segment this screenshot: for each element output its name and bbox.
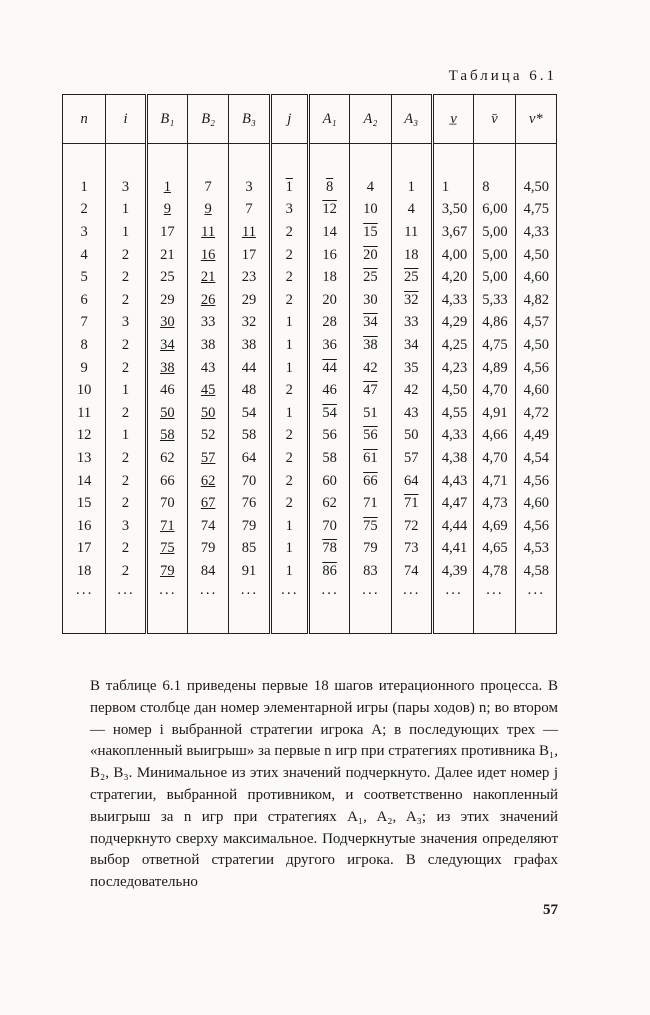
column-header: B₃	[229, 95, 270, 144]
table-cell: 7	[63, 312, 106, 335]
table-header-row	[63, 95, 557, 144]
table-cell: 2	[106, 402, 146, 425]
table-cell: 2	[106, 334, 146, 357]
page-number: 57	[543, 902, 558, 918]
table-cell: 1	[270, 538, 308, 561]
table-row	[63, 402, 557, 425]
table-cell: 4,23	[432, 357, 473, 380]
table-cell: 38	[350, 334, 391, 357]
table-cell: 30	[146, 312, 187, 335]
column-header: v̲	[432, 95, 473, 144]
table-cell: 36	[308, 334, 349, 357]
table-cell: 12	[63, 425, 106, 448]
table-cell: 3	[106, 312, 146, 335]
table-cell: 1	[270, 560, 308, 583]
table-cell: 21	[187, 266, 228, 289]
table-cell: 20	[308, 289, 349, 312]
table-cell: 38	[187, 334, 228, 357]
column-header: A₂	[350, 95, 391, 144]
table-cell: 4,33	[432, 425, 473, 448]
table-cell: 50	[146, 402, 187, 425]
table-cell: 29	[146, 289, 187, 312]
table-cell: 3,50	[432, 199, 473, 222]
table-cell: 1	[270, 312, 308, 335]
table-cell: 16	[308, 244, 349, 267]
table-cell: 4,89	[474, 357, 515, 380]
table-cell: 3	[106, 515, 146, 538]
table-cell: 10	[63, 379, 106, 402]
column-header: v̄	[474, 95, 515, 144]
table-row	[63, 312, 557, 335]
table-cell: 2	[106, 289, 146, 312]
table-cell: 3	[63, 221, 106, 244]
table-cell: 57	[391, 447, 432, 470]
table-row	[63, 334, 557, 357]
table-row	[63, 221, 557, 244]
table-cell: 9	[63, 357, 106, 380]
table-cell: 8	[474, 176, 515, 199]
column-header: B₁	[146, 95, 187, 144]
table-cell: 26	[187, 289, 228, 312]
table-cell: 1	[270, 357, 308, 380]
table-cell: 54	[308, 402, 349, 425]
table-cell: 38	[229, 334, 270, 357]
table-cell: 4,70	[474, 379, 515, 402]
table-cell: 21	[146, 244, 187, 267]
ellipsis-cell: ···	[146, 583, 187, 607]
table-cell: 4,69	[474, 515, 515, 538]
table-gap-row	[63, 144, 557, 177]
table-cell: 58	[308, 447, 349, 470]
table-cell: 84	[187, 560, 228, 583]
table-cell: 2	[106, 447, 146, 470]
table-cell: 4,38	[432, 447, 473, 470]
table-row	[63, 492, 557, 515]
ellipsis-cell: ···	[308, 583, 349, 607]
table-cell: 74	[391, 560, 432, 583]
table-cell: 4,91	[474, 402, 515, 425]
table-cell: 18	[391, 244, 432, 267]
table-cell: 4,49	[515, 425, 556, 448]
table-cell: 76	[229, 492, 270, 515]
table-cell: 70	[229, 470, 270, 493]
table-cell: 9	[146, 199, 187, 222]
ellipsis-cell: ···	[63, 583, 106, 607]
table-cell: 4,60	[515, 492, 556, 515]
table-cell: 45	[187, 379, 228, 402]
table-cell: 5,00	[474, 221, 515, 244]
table-cell: 18	[63, 560, 106, 583]
table-cell: 6,00	[474, 199, 515, 222]
table-cell: 4,60	[515, 266, 556, 289]
table-cell: 2	[106, 470, 146, 493]
ellipsis-cell: ···	[391, 583, 432, 607]
table-cell: 4,56	[515, 357, 556, 380]
table-cell: 48	[229, 379, 270, 402]
column-header: v*	[515, 95, 556, 144]
table-cell: 44	[229, 357, 270, 380]
table-cell: 83	[350, 560, 391, 583]
table-cell: 4,82	[515, 289, 556, 312]
paragraph-text: В таблице 6.1 приведены первые 18 шагов итерационного процесса. В первом столбце дан номер элементарной игры (пары ходов) n; во втором — номер i выбранной стратегии игрока A; в последующих трех — «накопленный выигрыш» за первые n игр при стратегиях противника B₁, B₂, B₃. Минимальное из этих значений подчеркнуто. Далее идет номер j стратегии, выбранной противником, и соответственно накопленный выигрыш за n игр при стратегиях A₁, A₂, A₃; из этих значений подчеркнуто сверху максимальное. Подчеркнутые значения определяют выбор ответной стратегии другого игрока. В следующих графах последовательно	[90, 678, 558, 891]
table-cell: 50	[187, 402, 228, 425]
table-cell: 44	[308, 357, 349, 380]
table-row	[63, 425, 557, 448]
table-cell: 71	[350, 492, 391, 515]
table-cell: 50	[391, 425, 432, 448]
table-cell: 16	[63, 515, 106, 538]
table-cell: 73	[391, 538, 432, 561]
table-row	[63, 244, 557, 267]
table-cell: 74	[187, 515, 228, 538]
table-cell: 2	[106, 538, 146, 561]
table-cell: 56	[350, 425, 391, 448]
table-cell: 43	[391, 402, 432, 425]
table-cell: 2	[106, 492, 146, 515]
table-cell: 32	[229, 312, 270, 335]
table-cell: 1	[270, 334, 308, 357]
table-cell: 42	[350, 357, 391, 380]
table-cell: 4,86	[474, 312, 515, 335]
table-cell: 2	[63, 199, 106, 222]
table-cell: 58	[229, 425, 270, 448]
table-cell: 75	[350, 515, 391, 538]
table-cell: 18	[308, 266, 349, 289]
table-cell: 33	[391, 312, 432, 335]
table-cell: 1	[106, 221, 146, 244]
table-cell: 61	[350, 447, 391, 470]
table-cell: 3,67	[432, 221, 473, 244]
table-cell: 4,33	[515, 221, 556, 244]
table-cell: 79	[187, 538, 228, 561]
iteration-table	[62, 94, 557, 634]
table-cell: 86	[308, 560, 349, 583]
table-cell: 79	[350, 538, 391, 561]
table-cell: 14	[63, 470, 106, 493]
table-cell: 4,54	[515, 447, 556, 470]
table-cell: 4,57	[515, 312, 556, 335]
ellipsis-cell: ···	[515, 583, 556, 607]
table-cell: 1	[432, 176, 473, 199]
table-cell: 2	[270, 221, 308, 244]
table-cell: 35	[391, 357, 432, 380]
table-cell: 4,78	[474, 560, 515, 583]
table-caption: Таблица 6.1	[448, 68, 557, 84]
ellipsis-cell: ···	[270, 583, 308, 607]
table-cell: 4,50	[515, 334, 556, 357]
table-cell: 2	[106, 560, 146, 583]
table-cell: 64	[229, 447, 270, 470]
table-cell: 62	[146, 447, 187, 470]
table-cell: 46	[146, 379, 187, 402]
table-cell: 1	[106, 379, 146, 402]
table-cell: 1	[391, 176, 432, 199]
table-cell: 9	[187, 199, 228, 222]
table-row	[63, 470, 557, 493]
table-cell: 2	[270, 289, 308, 312]
table-cell: 5,00	[474, 266, 515, 289]
table-cell: 4,56	[515, 515, 556, 538]
table-cell: 34	[350, 312, 391, 335]
table-cell: 23	[229, 266, 270, 289]
table-cell: 72	[391, 515, 432, 538]
column-header: B₂	[187, 95, 228, 144]
table-cell: 4,66	[474, 425, 515, 448]
table-cell: 4,20	[432, 266, 473, 289]
table-cell: 47	[350, 379, 391, 402]
table-cell: 4,55	[432, 402, 473, 425]
table-cell: 4	[391, 199, 432, 222]
table-cell: 79	[146, 560, 187, 583]
table-cell: 2	[106, 357, 146, 380]
table-cell: 4,70	[474, 447, 515, 470]
table-cell: 1	[146, 176, 187, 199]
column-header: j	[270, 95, 308, 144]
column-header: n	[63, 95, 106, 144]
table-cell: 66	[146, 470, 187, 493]
table-cell: 7	[229, 199, 270, 222]
table-cell: 5	[63, 266, 106, 289]
table-cell: 11	[391, 221, 432, 244]
table-cell: 4,44	[432, 515, 473, 538]
table-cell: 1	[270, 176, 308, 199]
table-cell: 66	[350, 470, 391, 493]
table-cell: 8	[308, 176, 349, 199]
table-cell: 4	[63, 244, 106, 267]
table-cell: 20	[350, 244, 391, 267]
table-cell: 34	[146, 334, 187, 357]
table-cell: 11	[187, 221, 228, 244]
table-cell: 25	[146, 266, 187, 289]
table-row	[63, 447, 557, 470]
table-cell: 17	[63, 538, 106, 561]
table-cell: 15	[350, 221, 391, 244]
table-cell: 43	[187, 357, 228, 380]
table-cell: 1	[106, 425, 146, 448]
table-cell: 17	[229, 244, 270, 267]
table-cell: 64	[391, 470, 432, 493]
table-cell: 4	[350, 176, 391, 199]
table-cell: 70	[146, 492, 187, 515]
table-cell: 2	[270, 470, 308, 493]
table-cell: 38	[146, 357, 187, 380]
table-cell: 62	[187, 470, 228, 493]
table-cell: 4,56	[515, 470, 556, 493]
table-cell: 6	[63, 289, 106, 312]
table-cell: 32	[391, 289, 432, 312]
table-cell: 42	[391, 379, 432, 402]
table-cell: 4,60	[515, 379, 556, 402]
table-cell: 4,53	[515, 538, 556, 561]
table-cell: 4,75	[515, 199, 556, 222]
body-paragraph	[90, 676, 558, 894]
table-row	[63, 176, 557, 199]
table-cell: 54	[229, 402, 270, 425]
table-cell: 2	[270, 447, 308, 470]
table-cell: 1	[270, 515, 308, 538]
table-cell: 4,75	[474, 334, 515, 357]
table-cell: 10	[350, 199, 391, 222]
table-cell: 4,43	[432, 470, 473, 493]
table-cell: 3	[270, 199, 308, 222]
table-cell: 70	[308, 515, 349, 538]
table-cell: 2	[270, 379, 308, 402]
table-cell: 79	[229, 515, 270, 538]
column-header: i	[106, 95, 146, 144]
table-cell: 11	[63, 402, 106, 425]
table-cell: 4,73	[474, 492, 515, 515]
table-cell: 12	[308, 199, 349, 222]
ellipsis-cell: ···	[432, 583, 473, 607]
table-cell: 5,33	[474, 289, 515, 312]
table-cell: 2	[106, 244, 146, 267]
table-cell: 4,65	[474, 538, 515, 561]
table-row	[63, 538, 557, 561]
table-row	[63, 515, 557, 538]
table-cell: 71	[146, 515, 187, 538]
table-cell: 85	[229, 538, 270, 561]
table-cell: 3	[229, 176, 270, 199]
table-cell: 28	[308, 312, 349, 335]
table-cell: 4,39	[432, 560, 473, 583]
table-cell: 8	[63, 334, 106, 357]
table-cell: 4,41	[432, 538, 473, 561]
table-cell: 2	[270, 425, 308, 448]
column-header: A₁	[308, 95, 349, 144]
table-cell: 4,25	[432, 334, 473, 357]
table-cell: 7	[187, 176, 228, 199]
table-cell: 30	[350, 289, 391, 312]
table-cell: 25	[391, 266, 432, 289]
ellipsis-cell: ···	[474, 583, 515, 607]
table-cell: 71	[391, 492, 432, 515]
table-cell: 33	[187, 312, 228, 335]
table-cell: 46	[308, 379, 349, 402]
table-cell: 52	[187, 425, 228, 448]
table-cell: 13	[63, 447, 106, 470]
table-cell: 4,50	[432, 379, 473, 402]
table-cell: 91	[229, 560, 270, 583]
table-cell: 34	[391, 334, 432, 357]
table-cell: 4,47	[432, 492, 473, 515]
table-cell: 4,50	[515, 244, 556, 267]
table-end-row	[63, 607, 557, 634]
table-row	[63, 199, 557, 222]
table-cell: 11	[229, 221, 270, 244]
table-cell: 75	[146, 538, 187, 561]
ellipsis-cell: ···	[187, 583, 228, 607]
table-cell: 58	[146, 425, 187, 448]
table-cell: 2	[106, 266, 146, 289]
table-cell: 51	[350, 402, 391, 425]
table-cell: 60	[308, 470, 349, 493]
table-cell: 4,33	[432, 289, 473, 312]
table-cell: 3	[106, 176, 146, 199]
column-header: A₃	[391, 95, 432, 144]
table-cell: 4,00	[432, 244, 473, 267]
table-cell: 4,72	[515, 402, 556, 425]
ellipsis-cell: ···	[229, 583, 270, 607]
table-row	[63, 289, 557, 312]
table-cell: 67	[187, 492, 228, 515]
table-cell: 4,50	[515, 176, 556, 199]
table-cell: 56	[308, 425, 349, 448]
table-row	[63, 379, 557, 402]
table-cell: 17	[146, 221, 187, 244]
table-cell: 29	[229, 289, 270, 312]
table-cell: 1	[270, 402, 308, 425]
table-row	[63, 560, 557, 583]
table-cell: 4,71	[474, 470, 515, 493]
table-cell: 2	[270, 492, 308, 515]
table-cell: 5,00	[474, 244, 515, 267]
table-cell: 4,58	[515, 560, 556, 583]
table-cell: 14	[308, 221, 349, 244]
table-cell: 1	[106, 199, 146, 222]
table-row	[63, 357, 557, 380]
table-cell: 2	[270, 266, 308, 289]
table-cell: 1	[63, 176, 106, 199]
table-cell: 57	[187, 447, 228, 470]
ellipsis-row	[63, 583, 557, 607]
table-cell: 62	[308, 492, 349, 515]
table-row	[63, 266, 557, 289]
ellipsis-cell: ···	[350, 583, 391, 607]
table-cell: 4,29	[432, 312, 473, 335]
ellipsis-cell: ···	[106, 583, 146, 607]
table-cell: 16	[187, 244, 228, 267]
table-cell: 25	[350, 266, 391, 289]
table-cell: 15	[63, 492, 106, 515]
table-cell: 2	[270, 244, 308, 267]
table-cell: 78	[308, 538, 349, 561]
